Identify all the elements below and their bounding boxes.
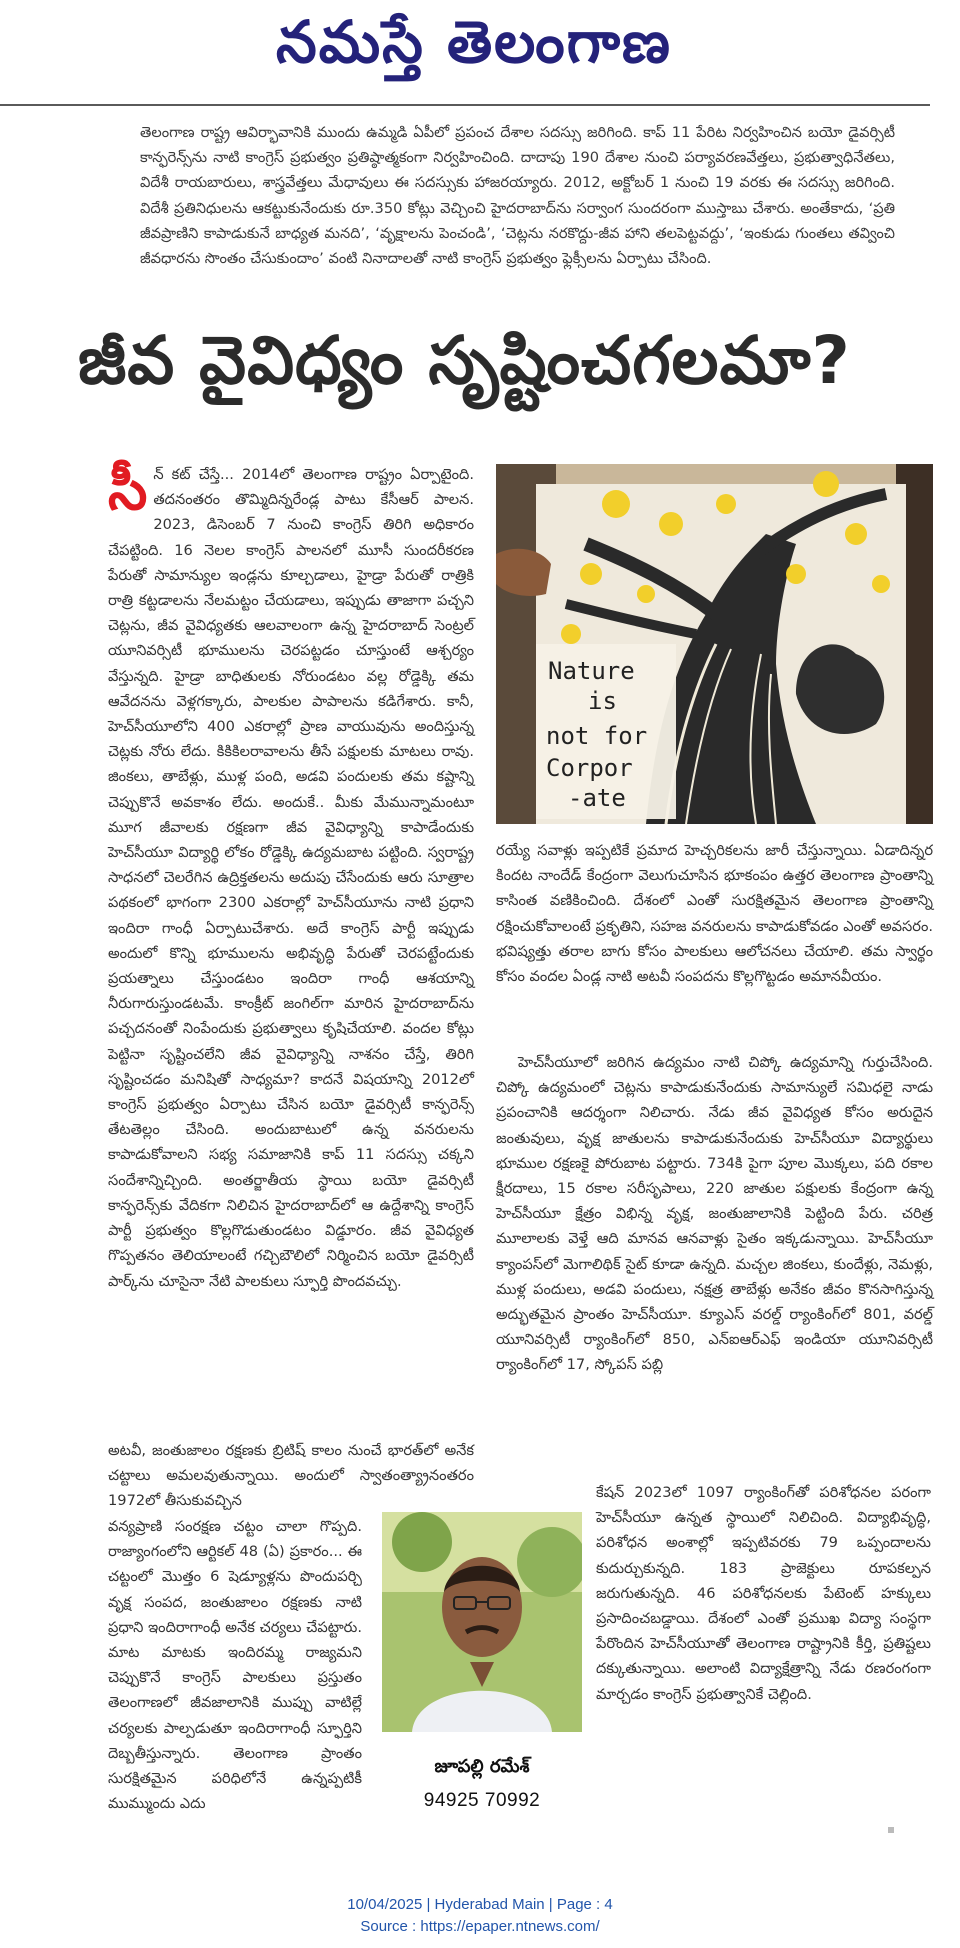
left-para2-narrow-text: వన్యప్రాణి సంరక్షణ చట్టం చాలా గొప్పది. రాజ్యాంగంలోని ఆర్టికల్‌ 48 (ఏ) ప్రకారం... ఈ చట్టంలో మొత్తం 6 షెడ్యూళ్లను పొందుపర్చి వృక్ష సంపద, జంతుజాలం రక్షణకు నాటి ప్రధాని ఇందిరాగాంధీ అనేక చర్యలు చేపట్టారు. మాట మాటకు ఇందిరమ్మ రాజ్యమని చెప్పుకొనే కాంగ్రెస్‌ పాలకులు ప్రస్తుతం తెలంగాణలో జీవజాలానికి ముప్పు వాటిల్లే చర్యలకు పాల్పడుతూ ఇందిరాగాంధీ స్ఫూర్తిని దెబ్బతీస్తున్నారు. తెలంగాణ ప్రాంతం సురక్షితమైన పరిధిలోనే ఉన్నప్పటికీ ముమ్ముందు ఎదు — [108, 1518, 362, 1813]
author-portrait — [382, 1512, 582, 1732]
placard-illustration — [496, 464, 933, 824]
right-para2-text: హెచ్‌సీయూలో జరిగిన ఉద్యమం నాటి చిప్కో ఉద్యమాన్ని గుర్తుచేసింది. చిప్కో ఉద్యమంలో చెట్లను కాపాడుకునేందుకు సామాన్యులే సమిధలై నాడు ప్రపంచానికి ఆదర్శంగా నిలిచారు. నేడు జీవ వైవిధ్యత కోసం అరుదైన జంతువులు, వృక్ష జాతులను కాపాడుకునేందుకు హెచ్‌సీయూ విద్యార్థులు భూముల రక్షణకై పోరుబాట పట్టారు. 734కి పైగా పూల మొక్కలు, పది రకాల క్షీరదాలు, 15 రకాల సరీసృపాలు, 220 జాతుల పక్షులకు కేంద్రంగా ఉన్న హెచ్‌సీయూ క్షేత్రం విభిన్న వృక్ష, జంతుజాలానికి పెట్టింది పేరు. చరిత్ర మూలాలకు వెళ్తే ఆది మానవ ఆనవాళ్లు సైతం ఇక్కడున్నాయి. హెచ్‌సీయూ క్యాంపస్‌లో మెగాలిథిక్‌ సైట్‌ కూడా ఉన్నది. మచ్చల జింకలు, కుందేళ్లు, నెమళ్లు, ముళ్ల పందులు, అడవి పందులు, నక్షత్ర తాబేళ్లు అనేకం జీవం కొనసాగిస్తున్న అద్భుతమైన ప్రాంతం హెచ్‌సీయూ. క్యూఎస్‌ వరల్డ్‌ ర్యాంకింగ్‌లో 801, వరల్డ్‌ యూనివర్సిటీ ర్యాంకింగ్‌లో 850, ఎన్‌ఐఆర్‌ఎఫ్‌ ఇండియా యూనివర్సిటీ ర్యాంకింగ్‌లో 17, స్కోపస్‌ పబ్లి — [496, 1054, 933, 1374]
article-headline: జీవ వైవిధ్యం సృష్టించగలమా? — [78, 322, 851, 399]
right-para2-narrow-text: కేషన్‌ 2023లో 1097 ర్యాంకింగ్‌తో పరిశోధనల పరంగా హెచ్‌సీయూ ఉన్నత స్థాయిలో నిలిచింది. విద్యాభివృద్ధి, పరిశోధన అంశాల్లో ఇప్పటివరకు 79 ఒప్పందాలను కుదుర్చుకున్నది. 183 ప్రాజెక్టులు రూపకల్పన జరుగుతున్నది. 46 పరిశోధనలకు పేటెంట్‌ హక్కులు ప్రసాదించబడ్డాయి. దేశంలో ఎంతో ప్రముఖ విద్యా సంస్థగా పేరొందిన హెచ్‌సీయూతో తెలంగాణ రాష్ట్రానికి కీర్తి, ప్రతిష్టలు దక్కుతున్నాయి. అలాంటి విద్యాక్షేత్రాన్ని నేడు రణరంగంగా మార్చడం కాంగ్రెస్‌ ప్రభుత్వానికే చెల్లింది. — [596, 1484, 931, 1703]
newspaper-logo: నమస్తే తెలంగాణ — [276, 8, 672, 76]
author-name: జూపల్లి రమేశ్‌ — [434, 1756, 530, 1777]
author-photo — [382, 1512, 582, 1732]
masthead-divider — [0, 104, 930, 106]
intro-paragraph — [140, 120, 895, 271]
author-phone: 94925 70992 — [423, 1790, 541, 1811]
left-para1-text: న్‌ కట్‌ చేస్తే... 2014లో తెలంగాణ రాష్ట్రం ఏర్పాటైంది. తదనంతరం తొమ్మిదిన్నరేండ్ల పాటు కేసీఆర్‌ పాలన. 2023, డిసెంబర్‌ 7 నుంచి కాంగ్రెస్‌ తిరిగి అధికారం చేపట్టింది. 16 నెలల కాంగ్రెస్‌ పాలనలో మూసీ సుందరీకరణ పేరుతో సామాన్యుల ఇండ్లను కూల్చడాలు, హైడ్రా పేరుతో రాత్రికి రాత్రి కట్టడాలను నేలమట్టం చేయడాలు, ఇప్పుడు తాజాగా పచ్చని చెట్లను, జీవ వైవిధ్యతకు ఆలవాలంగా ఉన్న హైదరాబాద్‌ సెంట్రల్‌ యూనివర్సిటీ భూములను చెరపట్టడం చూస్తుంటే ఆశ్చర్యం వేస్తున్నది. హైడ్రా బాధితులకు నోరుండటం వల్ల రోడ్డెక్కి తమ ఆవేదనను వెళ్లగక్కారు, పాలకుల పాపాలను కడిగేశారు. కానీ, హెచ్‌సీయూలోని 400 ఎకరాల్లో ప్రాణ వాయువును అందిస్తున్న చెట్లకు నోరు లేదు. కికికిలరావాలను తీసే పక్షులకు మాటలు రావు. జింకలు, తాబేళ్లు, ముళ్ల పంది, అడవి పందులకు తమ కష్టాన్ని చెప్పుకొనే అవకాశం లేదు. అందుకే.. మీకు మేమున్నామంటూ మూగ జీవాలకు రక్షణగా జీవ వైవిధ్యాన్ని కాపాడేందుకు హెచ్‌సీయూ విద్యార్థి లోకం రోడ్డెక్కి ఉద్యమబాట పట్టింది. స్వరాష్ట్ర సాధనలో చెలరేగిన ఉద్రిక్తతలను అదుపు చేసేందుకు ఆరు సూత్రాల పథకంలో భాగంగా 2300 ఎకరాల్లో హెచ్‌సీయూను నాటి ప్రధాని ఇందిరా గాంధీ ఏర్పాటుచేశారు. అదే కాంగ్రెస్‌ పార్టీ ఇప్పుడు అందులో కొన్ని భూములను అభివృద్ధి పేరుతో చెరపట్టేందుకు ప్రయత్నాలు చేస్తుండటం ఇందిరా గాంధీ ఆశయాన్ని నీరుగారుస్తుండటమే. కాంక్రీట్‌ జంగిల్‌గా మారిన హైదరాబాద్‌ను పచ్చదనంతో నింపేందుకు ప్రభుత్వాలు కృషిచేయాలి. వందల కోట్లు పెట్టినా సృష్టించలేని జీవ వైవిధ్యాన్ని నాశనం చేస్తే, తిరిగి సృష్టించడం మనిషితో సాధ్యమా? కాదనే విషయాన్ని 2012లో కాంగ్రెస్‌ ప్రభుత్వం ఏర్పాటు చేసిన బయో డైవర్సిటీ కాన్ఫరెన్స్‌ తేటతెల్లం చేసింది. అందుబాటులో ఉన్న వనరులను కాపాడుకోవాలని సభ్య సమాజానికి కాప్‌ 11 సదస్సు చక్కని సందేశాన్నిచ్చింది. అంతర్జాతీయ స్థాయి బయో డైవర్సిటీ కాన్ఫరెన్స్‌కు వేదికగా నిలిచిన హైదరాబాద్‌లో ఆ ఉద్దేశాన్ని కాంగ్రెస్‌ పార్టీ ప్రభుత్వం కొల్లగొడుతుండటం విడ్డూరం. జీవ వైవిధ్యత గొప్పతనం తెలియాలంటే గచ్చిబౌలిలో నిర్మించిన బయో డైవర్సిటీ పార్క్‌ను చూసైనా నేటి పాలకులు స్ఫూర్తి పొందవచ్చు. — [108, 466, 474, 1290]
left-column-paragraph-2-start — [108, 1438, 474, 1514]
placard-word-4: Corpor — [546, 754, 633, 782]
left-column-paragraph-2-narrow — [108, 1514, 362, 1816]
footer-source-link[interactable]: Source : https://epaper.ntnews.com/ — [360, 1918, 600, 1935]
placard-word-2: is — [588, 687, 617, 715]
intro-text: తెలంగాణ రాష్ట్ర ఆవిర్భావానికి ముందు ఉమ్మడి ఏపీలో ప్రపంచ దేశాల సదస్సు జరిగింది. కాప్‌ 11 పేరిట నిర్వహించిన బయో డైవర్సిటీ కాన్ఫరెన్స్‌ను నాటి కాంగ్రెస్‌ ప్రభుత్వం ప్రతిష్ఠాత్మకంగా నిర్వహించింది. దాదాపు 190 దేశాల నుంచి పర్యావరణవేత్తలు, ప్రభుత్వాధినేతలు, విదేశీ రాయబారులు, శాస్త్రవేత్తలు మేధావులు ఈ సదస్సుకు హాజరయ్యారు. 2012, అక్టోబర్‌ 1 నుంచి 19 వరకు ఈ సదస్సు జరిగింది. విదేశీ ప్రతినిధులను ఆకట్టుకునేందుకు రూ.350 కోట్లు వెచ్చించి హైదరాబాద్‌ను సర్వాంగ సుందరంగా ముస్తాబు చేశారు. అంతేకాదు, ‘ప్రతి జీవప్రాణిని కాపాడుకునే బాధ్యత మనది’, ‘వృక్షాలను పెంచండి’, ‘చెట్లను నరకొద్దు-జీవ హాని తలపెట్టవద్దు’, ‘ఇంకుడు గుంతలు తవ్వించి జీవధారను సొంతం చేసుకుందాం’ వంటి నినాదాలతో నాటి కాంగ్రెస్‌ ప్రభుత్వం ఫ్లెక్సీలను ఏర్పాటు చేసింది. — [140, 124, 895, 268]
drop-cap: సీ — [108, 457, 148, 523]
masthead — [0, 0, 960, 105]
placard-word-1: Nature — [548, 657, 635, 685]
footer-edition-info: 10/04/2025 | Hyderabad Main | Page : 4 — [347, 1896, 613, 1913]
right-column-paragraph-2 — [496, 1050, 933, 1378]
right-column-paragraph-1 — [496, 838, 933, 989]
left-para2-start-text: అటవీ, జంతుజాలం రక్షణకు బ్రిటిష్‌ కాలం నుంచే భారత్‌లో అనేక చట్టాలు అమలవుతున్నాయి. అందులో స్వాతంత్య్రానంతరం 1972లో తీసుకువచ్చిన — [108, 1442, 474, 1510]
protest-placard-photo — [496, 464, 933, 824]
end-marker — [888, 1827, 894, 1833]
placard-word-5: -ate — [568, 784, 626, 812]
left-column-paragraph-1 — [108, 457, 474, 1294]
right-para1-text: రయ్యే సవాళ్లు ఇప్పటికే ప్రమాద హెచ్చరికలను జారీ చేస్తున్నాయి. ఏడాదిన్నర కిందట నాందేడ్‌ కేంద్రంగా వెలుగుచూసిన భూకంపం ఉత్తర తెలంగాణ ప్రాంతాన్ని కాసింత వణికించింది. దేశంలో ఎంతో సురక్షితమైన తెలంగాణ ప్రాంతాన్ని రక్షించుకోవాలంటే ప్రకృతిని, సహజ వనరులను కాపాడుకోవడం ఎంతో అవసరం. భవిష్యత్తు తరాల బాగు కోసం పాలకులు ఆలోచనలు చేయాలి. తమ స్వార్థం కోసం వందల ఏండ్ల నాటి అటవీ సంపదను కొల్లగొట్టడం అమానవీయం. — [496, 842, 933, 986]
right-column-paragraph-2-narrow — [596, 1480, 931, 1707]
left-column — [108, 457, 474, 1294]
placard-word-3: not for — [546, 722, 648, 750]
